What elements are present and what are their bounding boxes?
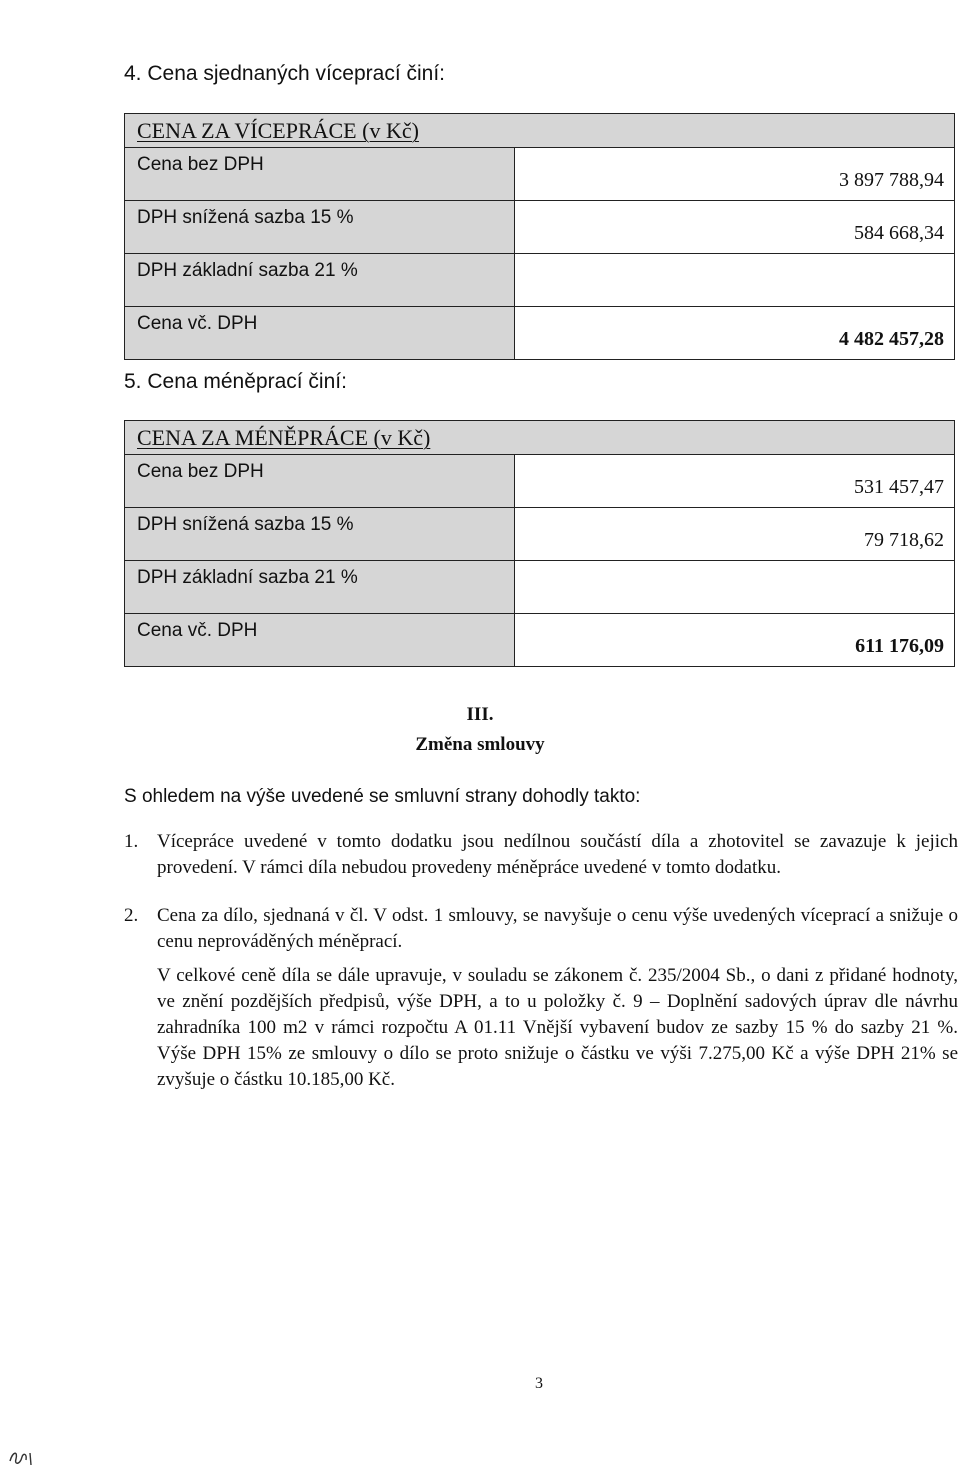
list-item-text: Vícepráce uvedené v tomto dodatku jsou nedílnou součástí díla a zhotovitel se zavazuje k jejich provedení. V rámci díla nebudou provedeny méněpráce uvedené v tomto dodatku. [157,831,958,878]
table-caption: CENA ZA VÍCEPRÁCE (v Kč) [125,114,954,148]
row-label: DPH základní sazba 21 % [125,254,515,306]
row-label: Cena bez DPH [125,455,515,507]
row-value-total: 611 176,09 [855,635,944,657]
table-row [125,614,954,666]
list-item-number: 1. [124,831,139,852]
table-row [125,561,954,614]
list-item [124,903,958,955]
table-row [125,148,954,201]
article-intro: S ohledem na výše uvedené se smluvní strany dohodly takto: [124,786,641,807]
row-label: Cena vč. DPH [125,614,515,666]
table-row [125,254,954,307]
row-label: DPH snížená sazba 15 % [125,508,515,560]
page-number: 3 [535,1375,543,1392]
continuation-paragraph: V celkové ceně díla se dále upravuje, v souladu se zákonem č. 235/2004 Sb., o dani z přidané hodnoty, ve znění pozdějších předpisů, výše DPH, a to u položky č. 9 – Doplnění sadových úprav dle návrhu zahradníka 100 m2 v rámci rozpočtu A 01.11 Vnější vybavení budov ze sazby 15 % do sazby 21 %. Výše DPH 15% ze smlouvy o dílo se proto snižuje o částku ve výši 7.275,00 Kč a výše DPH 21% se zvyšuje o částku 10.185,00 Kč. [157,965,958,1090]
row-label: DPH základní sazba 21 % [125,561,515,613]
section-heading-meneprace: 5. Cena méněprací činí: [124,370,347,393]
row-value [515,254,954,306]
row-label: DPH snížená sazba 15 % [125,201,515,253]
handwritten-initials [8,1447,38,1473]
row-value-total: 4 482 457,28 [839,328,944,350]
row-value: 79 718,62 [864,529,944,551]
table-row [125,201,954,254]
table-row [125,455,954,508]
list-item [124,829,958,881]
row-value: 531 457,47 [854,476,944,498]
section-heading-vicéprace: 4. Cena sjednaných víceprací činí: [124,62,446,85]
row-value: 3 897 788,94 [839,169,944,191]
article-number: III. [466,704,494,725]
row-label: Cena vč. DPH [125,307,515,359]
list-item-text: Cena za dílo, sjednaná v čl. V odst. 1 smlouvy, se navyšuje o cenu výše uvedených víceprací a snižuje o cenu neprováděných méněprací. [157,905,958,952]
row-value: 584 668,34 [854,222,944,244]
vicéprace-table [124,113,955,360]
initials-scribble-icon [8,1447,38,1469]
table-caption: CENA ZA MÉNĚPRÁCE (v Kč) [125,421,954,455]
table-row [125,508,954,561]
row-label: Cena bez DPH [125,148,515,200]
table-row [125,307,954,359]
row-value [515,561,954,613]
article-title: Změna smlouvy [415,734,545,755]
list-item-number: 2. [124,905,139,926]
meneprace-table [124,420,955,667]
